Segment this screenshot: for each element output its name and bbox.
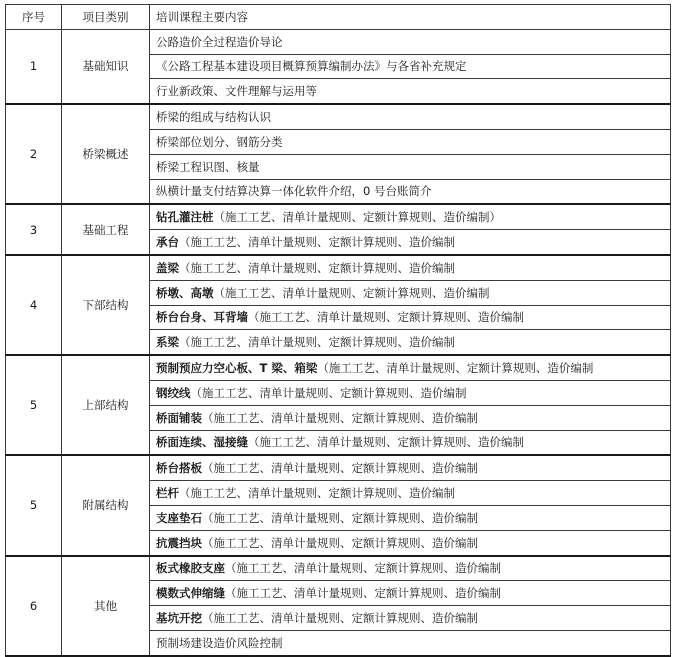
content-cell xyxy=(150,556,671,581)
topic-detail: （施工工艺、清单计量规则、定额计算规则、造价编制 xyxy=(213,285,490,300)
topic-title: 抗震挡块 xyxy=(156,535,202,550)
table-row xyxy=(6,204,671,229)
topic-title: 模数式伸缩缝 xyxy=(156,586,225,601)
seq-cell: 4 xyxy=(6,255,62,355)
topic-detail: （施工工艺、清单计量规则、定额计算规则、造价编制 xyxy=(317,361,594,376)
content-cell xyxy=(150,54,671,79)
topic-detail: （施工工艺、清单计量规则、定额计算规则、造价编制 xyxy=(179,486,455,501)
seq-cell: 2 xyxy=(6,104,62,204)
topic-detail: 预制场建设造价风险控制 xyxy=(156,635,283,650)
content-cell xyxy=(150,179,671,204)
table-row xyxy=(6,455,671,480)
category-cell: 基础知识 xyxy=(62,29,150,104)
topic-title: 桥台台身、耳背墙 xyxy=(156,310,248,325)
content-cell xyxy=(150,29,671,54)
topic-detail: （施工工艺、清单计量规则、定额计算规则、造价编制） xyxy=(213,210,501,225)
header-seq: 序号 xyxy=(6,5,62,30)
header-row xyxy=(6,5,671,30)
course-table xyxy=(5,4,671,657)
content-cell xyxy=(150,204,671,229)
topic-title: 钢绞线 xyxy=(156,385,191,400)
content-cell xyxy=(150,255,671,280)
header-category: 项目类别 xyxy=(62,5,150,30)
topic-title: 系梁 xyxy=(156,335,179,350)
table-row xyxy=(6,104,671,129)
content-cell xyxy=(150,280,671,305)
header-content: 培训课程主要内容 xyxy=(150,5,671,30)
content-cell xyxy=(150,505,671,530)
topic-title: 预制预应力空心板、T 梁、箱梁 xyxy=(156,361,318,376)
topic-detail: （施工工艺、清单计量规则、定额计算规则、造价编制 xyxy=(202,461,478,476)
category-cell: 上部结构 xyxy=(62,355,150,455)
seq-cell: 5 xyxy=(6,455,62,555)
topic-detail: 行业新政策、文件理解与运用等 xyxy=(156,84,317,99)
content-cell xyxy=(150,79,671,104)
table-row xyxy=(6,355,671,380)
topic-title: 桥台搭板 xyxy=(156,461,202,476)
category-cell: 下部结构 xyxy=(62,255,150,355)
seq-cell: 3 xyxy=(6,204,62,255)
topic-detail: （施工工艺、清单计量规则、定额计算规则、造价编制 xyxy=(179,260,455,275)
topic-detail: （施工工艺、清单计量规则、定额计算规则、造价编制 xyxy=(225,586,501,601)
topic-detail: 纵横计量支付结算决算一体化软件介绍，0 号台账简介 xyxy=(156,184,432,199)
topic-title: 板式橡胶支座 xyxy=(156,561,225,576)
topic-title: 桥面连续、湿接缝 xyxy=(156,435,248,450)
topic-title: 承台 xyxy=(156,235,179,250)
content-cell xyxy=(150,104,671,129)
content-cell xyxy=(150,630,671,655)
topic-detail: （施工工艺、清单计量规则、定额计算规则、造价编制 xyxy=(190,385,467,400)
content-cell xyxy=(150,581,671,606)
content-cell xyxy=(150,481,671,506)
topic-detail: 桥梁的组成与结构认识 xyxy=(156,110,271,125)
seq-cell: 5 xyxy=(6,355,62,455)
topic-title: 基坑开挖 xyxy=(156,611,202,626)
topic-detail: （施工工艺、清单计量规则、定额计算规则、造价编制 xyxy=(202,535,478,550)
topic-title: 桥墩、高墩 xyxy=(156,285,214,300)
content-cell xyxy=(150,405,671,430)
category-cell: 其他 xyxy=(62,556,150,656)
table-body xyxy=(6,29,671,655)
topic-detail: （施工工艺、清单计量规则、定额计算规则、造价编制 xyxy=(179,335,455,350)
category-cell: 基础工程 xyxy=(62,204,150,255)
topic-title: 盖梁 xyxy=(156,260,179,275)
table-row xyxy=(6,556,671,581)
topic-detail: 《公路工程基本建设项目概算预算编制办法》与各省补充规定 xyxy=(156,59,467,74)
topic-detail: （施工工艺、清单计量规则、定额计算规则、造价编制 xyxy=(202,611,478,626)
topic-detail: 桥梁工程识图、核量 xyxy=(156,159,260,174)
topic-detail: （施工工艺、清单计量规则、定额计算规则、造价编制 xyxy=(179,235,455,250)
topic-title: 栏杆 xyxy=(156,486,179,501)
topic-detail: （施工工艺、清单计量规则、定额计算规则、造价编制 xyxy=(202,410,478,425)
topic-title: 支座垫石 xyxy=(156,510,202,525)
content-cell xyxy=(150,230,671,255)
topic-detail: 桥梁部位划分、钢筋分类 xyxy=(156,134,283,149)
content-cell xyxy=(150,330,671,355)
content-cell xyxy=(150,355,671,380)
table-row xyxy=(6,29,671,54)
content-cell xyxy=(150,606,671,631)
topic-detail: （施工工艺、清单计量规则、定额计算规则、造价编制 xyxy=(202,510,478,525)
content-cell xyxy=(150,430,671,455)
seq-cell: 1 xyxy=(6,29,62,104)
content-cell xyxy=(150,129,671,154)
topic-title: 钻孔灌注桩 xyxy=(156,210,214,225)
content-cell xyxy=(150,154,671,179)
content-cell xyxy=(150,305,671,330)
topic-detail: （施工工艺、清单计量规则、定额计算规则、造价编制 xyxy=(225,561,501,576)
category-cell: 附属结构 xyxy=(62,455,150,555)
course-table-container xyxy=(5,4,671,657)
content-cell xyxy=(150,530,671,555)
table-row xyxy=(6,255,671,280)
topic-detail: （施工工艺、清单计量规则、定额计算规则、造价编制 xyxy=(248,310,524,325)
seq-cell: 6 xyxy=(6,556,62,656)
topic-detail: 公路造价全过程造价导论 xyxy=(156,34,283,49)
content-cell xyxy=(150,455,671,480)
category-cell: 桥梁概述 xyxy=(62,104,150,204)
topic-title: 桥面铺装 xyxy=(156,410,202,425)
topic-detail: （施工工艺、清单计量规则、定额计算规则、造价编制 xyxy=(248,435,524,450)
content-cell xyxy=(150,380,671,405)
